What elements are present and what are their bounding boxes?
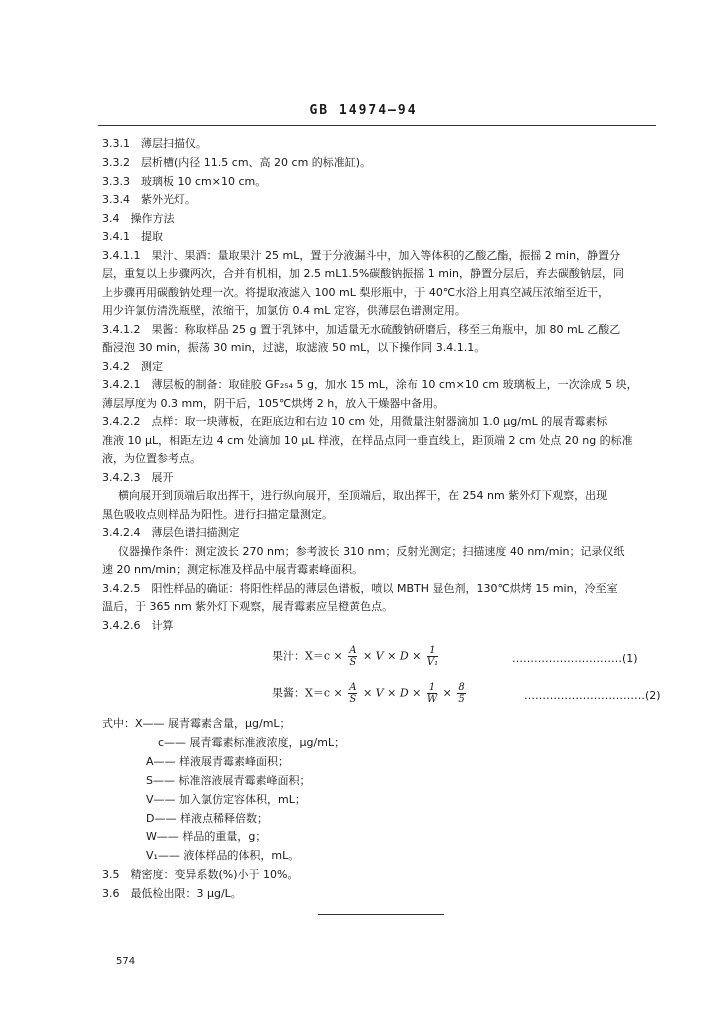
fraction-denominator: V₁ — [426, 657, 439, 668]
paragraph-line: 速 20 nm/min；测定标准及样品中展青霉素峰面积。 — [102, 563, 364, 576]
symbol-definition: 式中：X—— 展青霉素含量，μg/mL； — [102, 717, 291, 730]
section-3-4-1: 3.4.1 提取 — [102, 230, 163, 243]
section-3-3-2: 3.3.2 层析槽(内径 11.5 cm、高 20 cm 的标准缸)。 — [102, 156, 372, 169]
page-number: 574 — [116, 956, 136, 967]
formula-1 — [272, 645, 440, 668]
symbol-definition: D—— 样液点稀释倍数； — [146, 812, 268, 825]
symbol-definition: W—— 样品的重量，g； — [146, 830, 267, 843]
section-3-3-4: 3.3.4 紫外光灯。 — [102, 193, 196, 206]
paragraph-line: 上步骤再用碳酸钠处理一次。将提取液滤入 100 mL 梨形瓶中，于 40℃水浴上用真空减压浓缩至近干， — [102, 286, 610, 299]
section-3-6: 3.6 最低检出限：3 μg/L。 — [102, 887, 242, 900]
section-3-3-1: 3.3.1 薄层扫描仪。 — [102, 137, 207, 150]
symbol-definition: A—— 样液展青霉素峰面积； — [146, 755, 290, 768]
formula-2-mid: × V × D × — [362, 686, 422, 700]
paragraph-line: 3.4.2.5 阳性样品的确证：将阳性样品的薄层色谱板，喷以 MBTH 显色剂，130℃烘烤 15 min，冷至室 — [102, 582, 618, 595]
paragraph-line: 薄层厚度为 0.3 mm，阴干后，105℃烘烤 2 h，放入干燥器中备用。 — [102, 397, 445, 410]
equation-number-2: ……………………………(2) — [524, 689, 661, 702]
document-header: GB 14974—94 — [309, 103, 418, 118]
paragraph-line: 横向展开到顶端后取出挥干，进行纵向展开，至顶端后，取出挥干，在 254 nm 紫外灯下观察，出现 — [118, 489, 608, 502]
section-3-4-2-4: 3.4.2.4 薄层色谱扫描测定 — [102, 526, 240, 539]
fraction-one-over-v1 — [427, 645, 438, 668]
paragraph-line: 准液 10 μL，相距左边 4 cm 处滴加 10 μL 样液，在样品点同一垂直线上，距顶端 2 cm 处点 20 ng 的标准 — [102, 434, 633, 447]
section-3-4: 3.4 操作方法 — [102, 212, 175, 225]
formula-1-prefix: 果汁：X＝c × — [272, 649, 343, 663]
paragraph-line: 液，为位置参考点。 — [102, 452, 201, 465]
paragraph-line: 仪器操作条件：测定波长 270 nm；参考波长 310 nm；反射光测定；扫描速度 40 nm/min；记录仪纸 — [118, 545, 625, 558]
section-3-3-3: 3.3.3 玻璃板 10 cm×10 cm。 — [102, 175, 267, 188]
fraction-a-over-s — [348, 645, 357, 668]
section-3-4-2: 3.4.2 测定 — [102, 360, 163, 373]
fraction-denominator: 5 — [458, 694, 465, 705]
symbol-definition: V—— 加入氯仿定容体积，mL； — [146, 793, 306, 806]
section-3-5: 3.5 精密度：变异系数(%)小于 10%。 — [102, 868, 299, 881]
end-rule — [318, 914, 444, 915]
paragraph-line: 3.4.1.2 果酱：称取样品 25 g 置于乳钵中，加适量无水硫酸钠研磨后，移至三角瓶中，加 80 mL 乙酸乙 — [102, 323, 621, 336]
header-rule — [98, 125, 656, 126]
equation-number-1: …………………………(1) — [512, 652, 638, 665]
fraction-denominator: S — [349, 657, 357, 668]
paragraph-line: 层，重复以上步骤两次，合并有机相，加 2.5 mL1.5%碳酸钠振摇 1 min，静置分层后，弃去碳酸钠层，同 — [102, 267, 625, 280]
fraction-numerator: 8 — [458, 682, 465, 693]
paragraph-line: 3.4.2.2 点样：取一块薄板，在距底边和右边 10 cm 处，用微量注射器滴加 1.0 μg/mL 的展青霉素标 — [102, 415, 608, 428]
paragraph-line: 3.4.2.1 薄层板的制备：取硅胶 GF₂₅₄ 5 g，加水 15 mL，涂布 10 cm×10 cm 玻璃板上，一次涂成 5 块， — [102, 378, 638, 391]
section-3-4-2-6: 3.4.2.6 计算 — [102, 619, 174, 632]
fraction-numerator: A — [349, 645, 357, 656]
fraction-denominator: S — [349, 694, 357, 705]
section-3-4-2-3: 3.4.2.3 展开 — [102, 471, 174, 484]
fraction-numerator: 1 — [427, 645, 438, 657]
fraction-eight-over-five — [457, 682, 465, 705]
symbol-definition: V₁—— 液体样品的体积，mL。 — [146, 849, 300, 862]
paragraph-line: 温后，于 365 nm 紫外灯下观察，展青霉素应呈橙黄色点。 — [102, 600, 394, 613]
symbol-definition: c—— 展青霉素标准液浓度，μg/mL； — [158, 736, 346, 749]
paragraph-line: 黑色吸收点则样品为阳性。进行扫描定量测定。 — [102, 508, 333, 521]
paragraph-line: 酯浸泡 30 min，振荡 30 min，过滤，取滤液 50 mL，以下操作同 3.4.1.1。 — [102, 341, 486, 354]
fraction-numerator: A — [349, 682, 357, 693]
fraction-numerator: 1 — [428, 682, 436, 693]
formula-2-prefix: 果酱：X＝c × — [272, 686, 343, 700]
fraction-one-over-w — [427, 682, 437, 705]
paragraph-line: 3.4.1.1 果汁、果酒：量取果汁 25 mL，置于分液漏斗中，加入等体积的乙酸乙酯，振摇 2 min，静置分 — [102, 249, 621, 262]
formula-2 — [272, 682, 468, 705]
paragraph-line: 用少许氯仿清洗瓶壁，浓缩干，加氯仿 0.4 mL 定容，供薄层色谱测定用。 — [102, 304, 466, 317]
symbol-definition: S—— 标准溶液展青霉素峰面积； — [146, 774, 311, 787]
formula-2-times: × — [442, 686, 452, 700]
fraction-denominator: W — [426, 694, 438, 705]
fraction-a-over-s — [348, 682, 357, 705]
formula-1-mid: × V × D × — [362, 649, 422, 663]
